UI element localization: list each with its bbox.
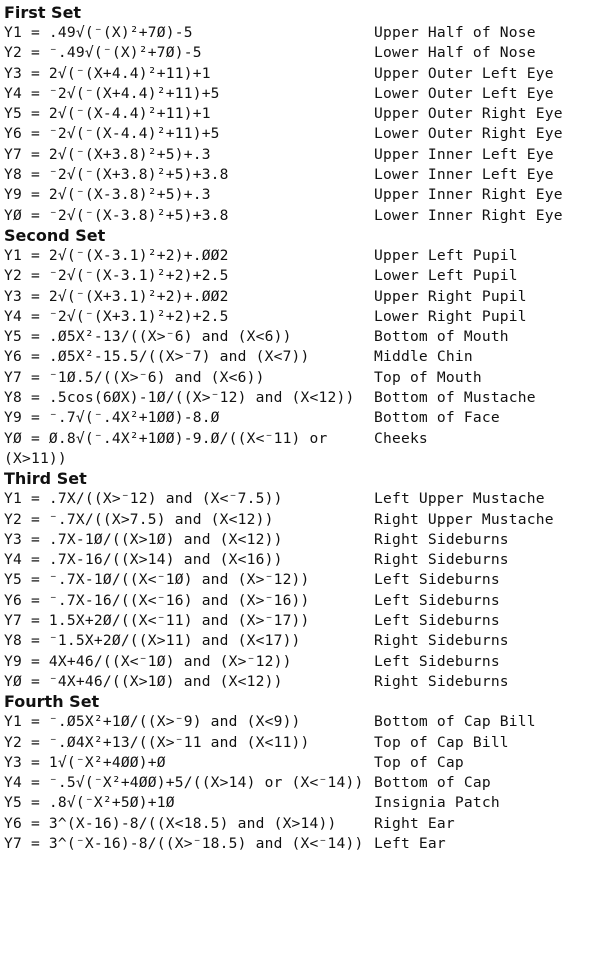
equation-text: Y9 = 4X+46/((X<⁻1Ø) and (X>⁻12)) [4,652,292,670]
equation-row [4,429,598,470]
equation-set [4,692,598,854]
equation-row [4,287,598,307]
equation-text: Y7 = ⁻1Ø.5/((X>⁻6) and (X<6)) [4,368,265,386]
equation-text: Y4 = .7X-16/((X>14) and (X<16)) [4,551,283,569]
equation-description: Left Ear [374,834,446,852]
equation-row [4,23,598,43]
equation-row [4,652,598,672]
equation-text: Y3 = 2√(⁻(X+4.4)²+11)+1 [4,64,211,82]
equation-row [4,347,598,367]
equation-row [4,185,598,205]
equation-row [4,368,598,388]
equation-text: Y2 = ⁻.Ø4X²+13/((X>⁻11 and (X<11)) [4,733,310,751]
equation-description: Upper Left Pupil [374,246,518,264]
equation-description: Bottom of Cap Bill [374,713,536,731]
equation-text: Y5 = .8√(⁻X²+5Ø)+1Ø [4,794,175,812]
equation-text: Y6 = ⁻2√(⁻(X-4.4)²+11)+5 [4,125,220,143]
equation-text: Y6 = ⁻.7X-16/((X<⁻16) and (X>⁻16)) [4,591,310,609]
equation-description: Right Sideburns [374,672,509,690]
equation-description: Lower Outer Left Eye [374,84,554,102]
equation-description: Cheeks [374,429,428,447]
equation-text: Y2 = ⁻.7X/((X>7.5) and (X<12)) [4,510,274,528]
equation-row [4,530,598,550]
equation-description: Upper Inner Left Eye [374,145,554,163]
equation-description: Right Sideburns [374,530,509,548]
equation-text: Y1 = ⁻.Ø5X²+1Ø/((X>⁻9) and (X<9)) [4,713,301,731]
equation-row [4,712,598,732]
equation-text: Y3 = 2√(⁻(X+3.1)²+2)+.ØØ2 [4,287,229,305]
equation-text: Y9 = 2√(⁻(X-3.8)²+5)+.3 [4,186,211,204]
equation-row [4,489,598,509]
equation-text: Y1 = .7X/((X>⁻12) and (X<⁻7.5)) [4,490,283,508]
equation-description: Bottom of Mustache [374,389,536,407]
equation-row [4,510,598,530]
equation-row [4,64,598,84]
equation-text: Y1 = 2√(⁻(X-3.1)²+2)+.ØØ2 [4,246,229,264]
set-title: Fourth Set [4,692,100,712]
equation-description: Upper Right Pupil [374,287,527,305]
equation-text: Y8 = .5cos(6ØX)-1Ø/((X>⁻12) and (X<12)) [4,389,355,407]
equation-text: Y5 = ⁻.7X-1Ø/((X<⁻1Ø) and (X>⁻12)) [4,571,310,589]
equation-text: Y8 = ⁻1.5X+2Ø/((X>11) and (X<17)) [4,632,301,650]
equation-description: Lower Left Pupil [374,267,518,285]
equation-text: Y7 = 1.5X+2Ø/((X<⁻11) and (X>⁻17)) [4,612,310,630]
equation-description: Lower Outer Right Eye [374,125,563,143]
equation-text: Y3 = 1√(⁻X²+4ØØ)+Ø [4,753,166,771]
equation-row [4,145,598,165]
equation-set [4,469,598,692]
equation-row [4,124,598,144]
equation-description: Top of Mouth [374,368,482,386]
equation-text: Y5 = 2√(⁻(X-4.4)²+11)+1 [4,105,211,123]
equation-description: Right Sideburns [374,632,509,650]
equation-description: Lower Half of Nose [374,44,536,62]
equation-description: Upper Outer Right Eye [374,105,563,123]
equation-description: Right Sideburns [374,551,509,569]
equation-description: Lower Inner Left Eye [374,166,554,184]
equation-row [4,104,598,124]
equation-description: Bottom of Mouth [374,328,509,346]
set-title: First Set [4,3,82,22]
equation-text: Y3 = .7X-1Ø/((X>1Ø) and (X<12)) [4,530,283,548]
equation-row [4,591,598,611]
equation-text: Y4 = ⁻.5√(⁻X²+4ØØ)+5/((X>14) or (X<⁻14)) [4,774,364,792]
set-title: Third Set [4,469,87,489]
equation-text: YØ = ⁻4X+46/((X>1Ø) and (X<12)) [4,672,283,690]
equation-row [4,43,598,63]
equation-row [4,307,598,327]
equation-row [4,753,598,773]
equation-text: Y2 = ⁻.49√(⁻(X)²+7Ø)-5 [4,44,202,62]
equation-set [4,3,598,226]
equation-row [4,246,598,266]
equation-row [4,550,598,570]
equation-text: Y6 = 3^(X-16)-8/((X<18.5) and (X>14)) [4,814,337,832]
equation-description: Lower Right Pupil [374,307,527,325]
equation-row [4,165,598,185]
equation-text: Y1 = .49√(⁻(X)²+7Ø)-5 [4,24,193,41]
equation-text: Y9 = ⁻.7√(⁻.4X²+1ØØ)-8.Ø [4,409,220,427]
equation-text: Y7 = 2√(⁻(X+3.8)²+5)+.3 [4,145,211,163]
equation-row [4,814,598,834]
equation-description: Right Upper Mustache [374,510,554,528]
equation-text: Y5 = .Ø5X²-13/((X>⁻6) and (X<6)) [4,328,292,346]
equation-description: Lower Inner Right Eye [374,206,563,224]
equation-description: Right Ear [374,814,455,832]
equation-row [4,773,598,793]
equation-text: YØ = ⁻2√(⁻(X-3.8)²+5)+3.8 [4,206,229,224]
equation-description: Left Sideburns [374,591,500,609]
equation-row [4,733,598,753]
equation-row [4,388,598,408]
set-title: Second Set [4,225,106,245]
equation-row [4,793,598,813]
equation-description: Bottom of Face [374,409,500,427]
equation-row [4,408,598,428]
equation-description: Upper Inner Right Eye [374,186,563,204]
equation-description: Left Sideburns [374,612,500,630]
equation-text: Y4 = ⁻2√(⁻(X+3.1)²+2)+2.5 [4,307,229,325]
equation-description: Middle Chin [374,348,473,366]
equation-text: Y4 = ⁻2√(⁻(X+4.4)²+11)+5 [4,84,220,102]
equation-row [4,206,598,226]
equation-text: Y8 = ⁻2√(⁻(X+3.8)²+5)+3.8 [4,166,229,184]
equation-description: Upper Outer Left Eye [374,64,554,82]
equation-sheet [4,3,598,854]
equation-description: Insignia Patch [374,794,500,812]
equation-row [4,266,598,286]
equation-row [4,570,598,590]
equation-text: Y6 = .Ø5X²-15.5/((X>⁻7) and (X<7)) [4,348,310,366]
equation-set [4,226,598,469]
equation-text: YØ = Ø.8√(⁻.4X²+1ØØ)-9.Ø/((X<⁻11) or (X>11)) [4,429,337,467]
equation-description: Left Upper Mustache [374,490,545,508]
equation-row [4,672,598,692]
equation-description: Bottom of Cap [374,774,491,792]
equation-text: Y2 = ⁻2√(⁻(X-3.1)²+2)+2.5 [4,267,229,285]
equation-row [4,611,598,631]
equation-row [4,84,598,104]
equation-description: Upper Half of Nose [374,24,536,41]
equation-row [4,631,598,651]
equation-description: Top of Cap Bill [374,733,509,751]
equation-description: Left Sideburns [374,571,500,589]
equation-text: Y7 = 3^(⁻X-16)-8/((X>⁻18.5) and (X<⁻14)) [4,834,364,852]
equation-description: Top of Cap [374,753,464,771]
equation-row [4,834,598,854]
equation-row [4,327,598,347]
equation-description: Left Sideburns [374,652,500,670]
